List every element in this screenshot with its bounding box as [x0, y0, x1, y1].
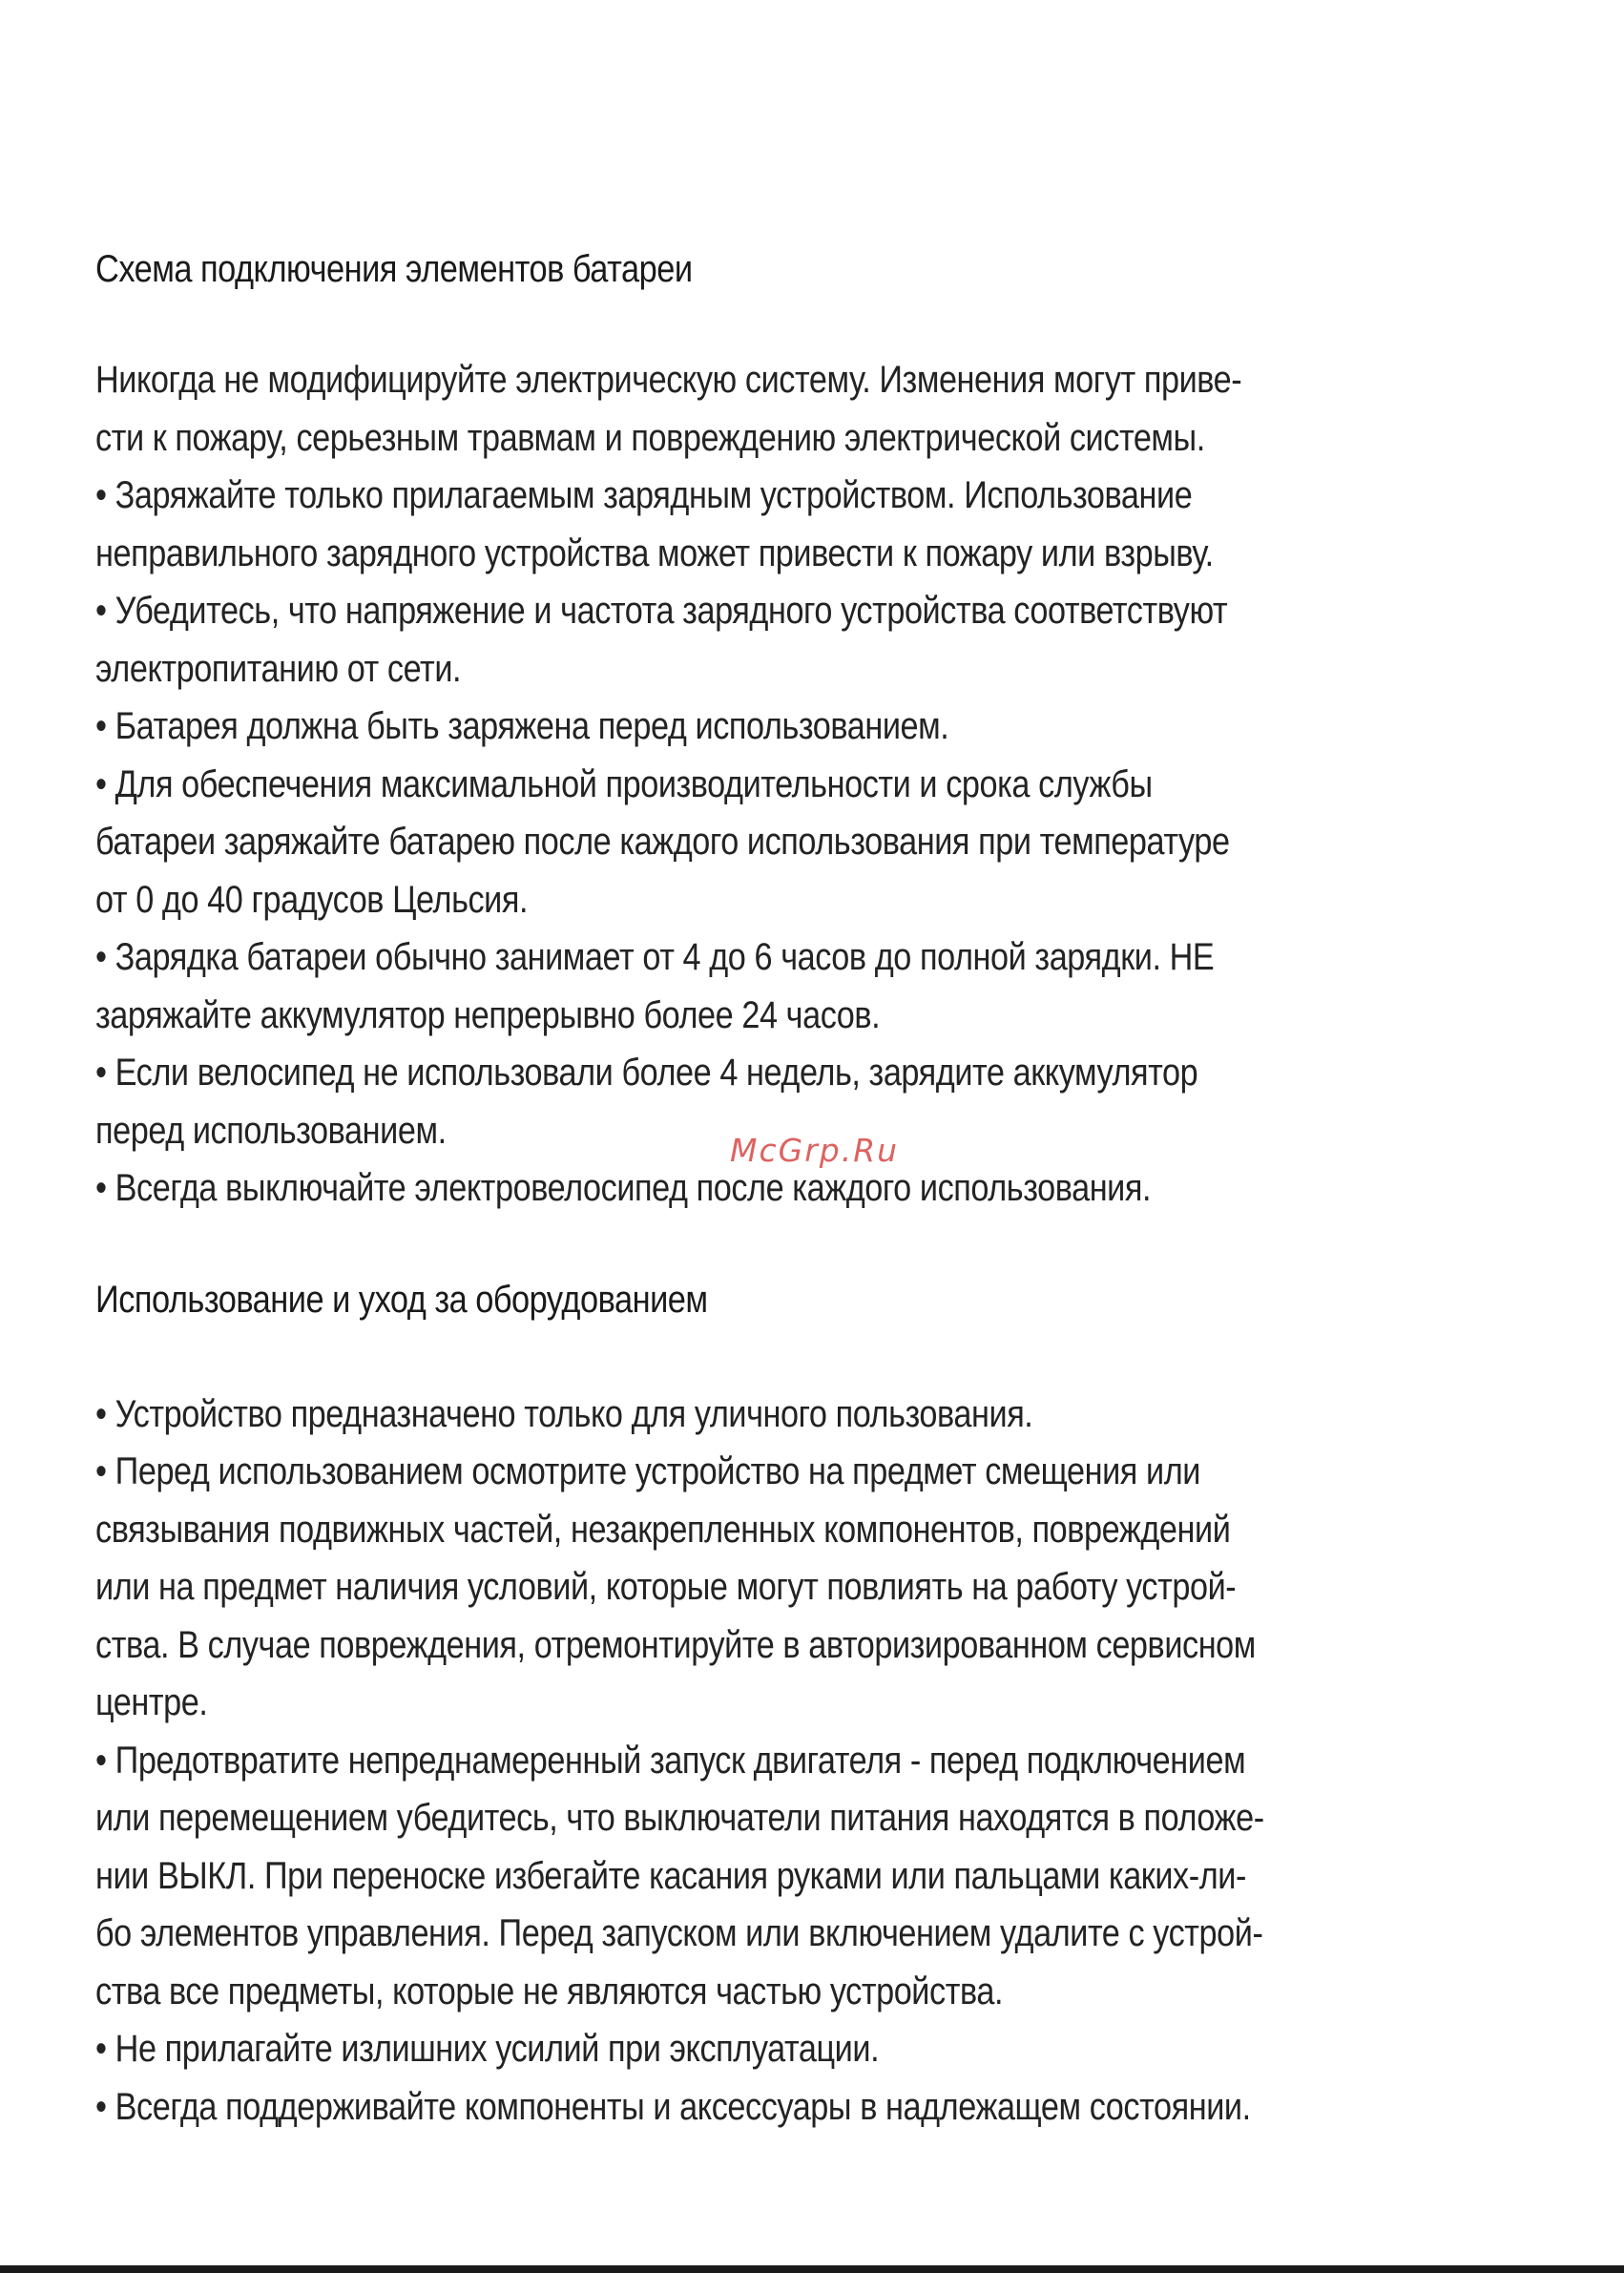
bullet-item-continued: от 0 до 40 градусов Цельсия.	[95, 878, 529, 921]
bullet-item: • Заряжайте только прилагаемым зарядным устройством. Использование	[95, 474, 1193, 516]
bullet-item: • Не прилагайте излишних усилий при эксплуатации.	[95, 2028, 880, 2070]
text-line: Никогда не модифицируйте электрическую систему. Изменения могут приве-	[95, 359, 1242, 401]
bullet-item: • Перед использованием осмотрите устройство на предмет смещения или	[95, 1450, 1200, 1492]
bullet-item: • Всегда выключайте электровелосипед после каждого использования.	[95, 1167, 1152, 1209]
bullet-item-continued: связывания подвижных частей, незакрепленных компонентов, повреждений	[95, 1508, 1231, 1551]
bullet-item: • Батарея должна быть заряжена перед использованием.	[95, 705, 949, 747]
page-bottom-border	[0, 2265, 1624, 2273]
paragraph-usage	[95, 1386, 1566, 2137]
section-battery-text	[95, 351, 1546, 1218]
paragraph-intro	[95, 351, 1566, 1218]
section-title-battery-wiring: Схема подключения элементов батареи	[95, 248, 693, 290]
section-usage-text	[95, 1386, 1546, 2137]
bullet-item-continued: заряжайте аккумулятор непрерывно более 24 часов.	[95, 993, 881, 1036]
bullet-item-continued: ства все предметы, которые не являются частью устройства.	[95, 1970, 1004, 2012]
bullet-item-continued: неправильного зарядного устройства может привести к пожару или взрыву.	[95, 532, 1214, 574]
bullet-item: • Всегда поддерживайте компоненты и аксессуары в надлежащем состоянии.	[95, 2085, 1251, 2128]
bullet-item-continued: или перемещением убедитесь, что выключатели питания находятся в положе-	[95, 1797, 1264, 1839]
bullet-item-continued: батареи заряжайте батарею после каждого использования при температуре	[95, 821, 1230, 863]
bullet-item-continued: нии ВЫКЛ. При переноске избегайте касания руками или пальцами каких-ли-	[95, 1854, 1246, 1897]
bullet-item: • Если велосипед не использовали более 4 недель, зарядите аккумулятор	[95, 1052, 1198, 1094]
bullet-item: • Убедитесь, что напряжение и частота зарядного устройства соответствуют	[95, 590, 1228, 632]
bullet-item: • Для обеспечения максимальной производительности и срока службы	[95, 762, 1153, 805]
text-line: сти к пожару, серьезным травмам и повреждению электрической системы.	[95, 416, 1205, 459]
watermark-text: McGrp.Ru	[730, 1132, 900, 1169]
bullet-item: • Устройство предназначено только для уличного пользования.	[95, 1392, 1033, 1435]
section-title-usage-care: Использование и уход за оборудованием	[95, 1278, 708, 1321]
bullet-item-continued: бо элементов управления. Перед запуском или включением удалите с устрой-	[95, 1912, 1263, 1954]
bullet-item-continued: центре.	[95, 1681, 208, 1723]
bullet-item: • Предотвратите непреднамеренный запуск двигателя - перед подключением	[95, 1739, 1246, 1782]
bullet-item-continued: электропитанию от сети.	[95, 647, 462, 690]
bullet-item-continued: перед использованием.	[95, 1109, 447, 1152]
bullet-item-continued: ства. В случае повреждения, отремонтируйте в авторизированном сервисном	[95, 1623, 1256, 1666]
bullet-item: • Зарядка батареи обычно занимает от 4 до 6 часов до полной зарядки. НЕ	[95, 936, 1215, 978]
document-content	[95, 246, 1546, 2136]
bullet-item-continued: или на предмет наличия условий, которые могут повлиять на работу устрой-	[95, 1566, 1237, 1608]
